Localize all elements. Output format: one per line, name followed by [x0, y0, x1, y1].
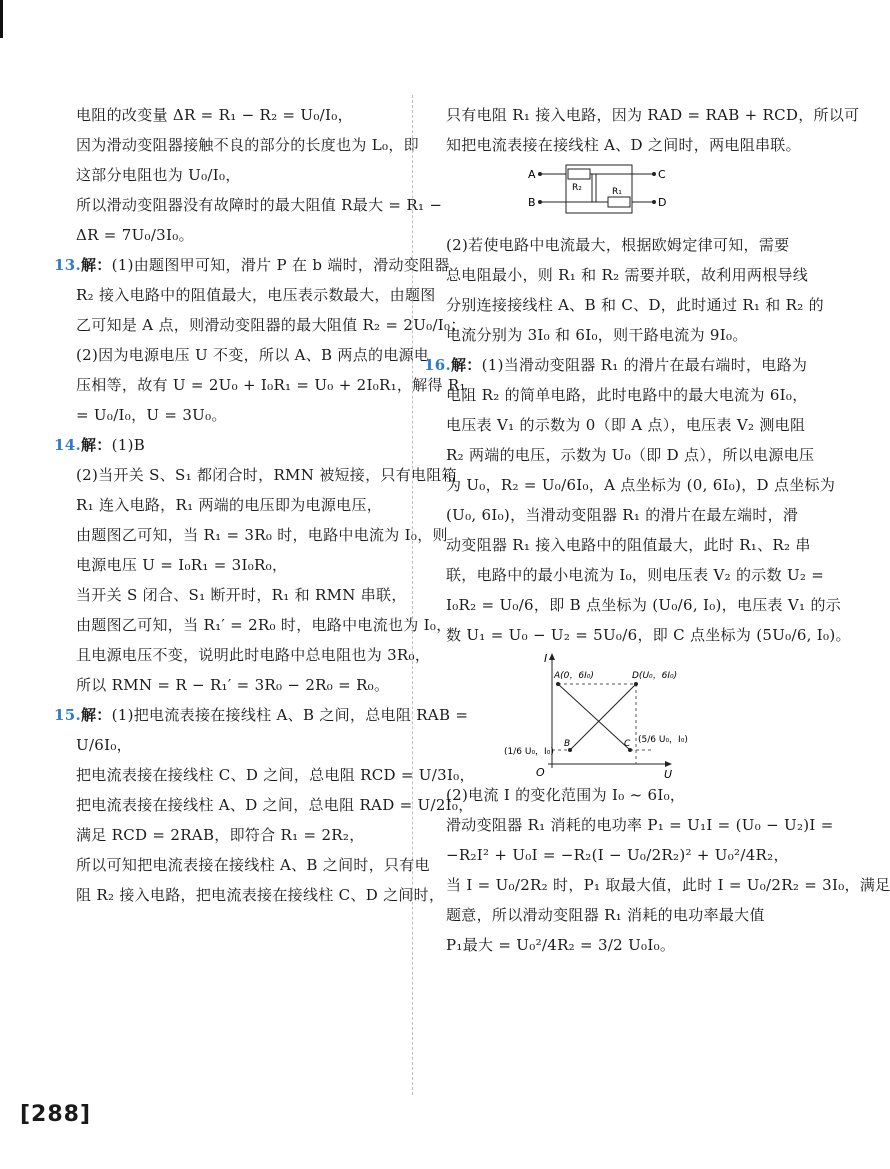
page-number: [288] [20, 1102, 92, 1127]
answer-heading-line [54, 250, 450, 280]
terminal-d: D [658, 196, 667, 209]
line-text: (2)电流 I 的变化范围为 I₀ ~ 6I₀， [446, 786, 686, 804]
line-text: 压相等，故有 U = 2U₀ + I₀R₁ = U₀ + 2I₀R₁，解得 R₁ [76, 376, 466, 394]
text-line [432, 440, 815, 470]
text-line [62, 760, 475, 790]
point-b-label: B [564, 739, 571, 749]
line-text: 把电流表接在接线柱 A、D 之间，总电阻 RAD = U/2I₀， [76, 796, 474, 814]
answer-number: 13. [54, 256, 81, 274]
point-d-label: D(U₀，6I₀) [632, 671, 678, 681]
line-text: I₀R₂ = U₀/6，即 B 点坐标为 (U₀/6, I₀)，电压表 V₁ 的示 [446, 596, 842, 614]
line-text: 为 U₀，R₂ = U₀/6I₀，A 点坐标为 (0, 6I₀)，D 点坐标为 [446, 476, 836, 494]
text-line [62, 190, 443, 220]
text-line [62, 550, 402, 580]
text-line [62, 280, 436, 310]
text-line [62, 340, 430, 370]
text-line [432, 900, 772, 930]
text-line [62, 520, 448, 550]
text-line [432, 590, 842, 620]
line-text: 所以 RMN = R − R₁′ = 3R₀ − 2R₀ = R₀。 [76, 676, 390, 694]
text-line [62, 820, 402, 850]
line-text: 满足 RCD = 2RAB，即符合 R₁ = 2R₂， [76, 826, 365, 844]
origin-label: O [536, 766, 545, 779]
text-line [62, 850, 430, 880]
line-text: 电阻 R₂ 的简单电路，此时电路中的最大电流为 6I₀， [446, 386, 808, 404]
line-text: (U₀, 6I₀)，当滑动变阻器 R₁ 的滑片在最左端时，滑 [446, 506, 799, 524]
line-text: 分别连接接线柱 A、B 和 C、D，此时通过 R₁ 和 R₂ 的 [446, 296, 824, 314]
y-axis-label: I [544, 652, 548, 665]
line-text: 只有电阻 R₁ 接入电路，因为 RAD = RAB + RCD，所以可 [446, 106, 860, 124]
text-line [62, 160, 402, 190]
text-line [432, 620, 851, 650]
b-coord-label: (1/6 U₀，I₀) [504, 747, 554, 757]
line-text: 数 U₁ = U₀ − U₂ = 5U₀/6，即 C 点坐标为 (5U₀/6, I₀)。 [446, 626, 851, 644]
text-line [432, 320, 772, 350]
text-line [432, 810, 834, 840]
line-text: 电源电压 U = I₀R₁ = 3I₀R₀， [76, 556, 288, 574]
text-line [62, 670, 402, 700]
line-text: R₂ 两端的电压，示数为 U₀（即 D 点），所以电源电压 [446, 446, 815, 464]
line-text: 滑动变阻器 R₁ 消耗的电功率 P₁ = U₁I = (U₀ − U₂)I = [446, 816, 834, 834]
line-text: R₂ 接入电路中的阻值最大，电压表示数最大，由题图 [76, 286, 436, 304]
text-line [432, 290, 824, 320]
answer-label: 解： [81, 436, 112, 454]
text-line [432, 780, 772, 810]
answer-number: 14. [54, 436, 81, 454]
text-line [62, 580, 407, 610]
line-text: 联，电路中的最小电流为 I₀，则电压表 V₂ 的示数 U₂ = [446, 566, 825, 584]
line-text: (1)把电流表接在接线柱 A、B 之间，总电阻 RAB = [111, 706, 469, 724]
line-text: 由题图乙可知，当 R₁′ = 2R₀ 时，电路中电流也为 I₀， [76, 616, 452, 634]
text-line [432, 930, 772, 960]
point-a [556, 682, 560, 686]
text-line [62, 370, 466, 400]
line-text: 乙可知是 A 点，则滑动变阻器的最大阻值 R₂ = 2U₀/I₀； [76, 316, 466, 334]
text-line [432, 530, 811, 560]
text-line [62, 730, 402, 760]
text-line [62, 790, 474, 820]
text-line [62, 640, 431, 670]
line-text: −R₂I² + U₀I = −R₂(I − U₀/2R₂)² + U₀²/4R₂， [446, 846, 789, 864]
line-text: R₁ 连入电路，R₁ 两端的电压即为电源电压， [76, 496, 383, 514]
circuit-diagram [432, 160, 772, 230]
line-text: 由题图乙可知，当 R₁ = 3R₀ 时，电路中电流为 I₀，则 [76, 526, 448, 544]
text-line [432, 840, 789, 870]
text-line [62, 460, 457, 490]
terminal-b: B [528, 196, 536, 209]
x-axis-label: U [664, 768, 673, 781]
line-text: 所以可知把电流表接在接线柱 A、B 之间时，只有电 [76, 856, 430, 874]
c-coord-label: (5/6 U₀，I₀) [638, 735, 688, 745]
terminal-a: A [528, 168, 536, 181]
text-line [432, 230, 790, 260]
line-text: 阻 R₂ 接入电路，把电流表接在接线柱 C、D 之间时， [76, 886, 445, 904]
answer-heading-line [54, 700, 469, 730]
text-line [432, 560, 825, 590]
line-text: (2)若使电路中电流最大，根据欧姆定律可知，需要 [446, 236, 790, 254]
terminal-c: C [658, 168, 666, 181]
line-text: 总电阻最小，则 R₁ 和 R₂ 需要并联，故利用两根导线 [446, 266, 809, 284]
text-line [62, 310, 466, 340]
line-text: 题意，所以滑动变阻器 R₁ 消耗的电功率最大值 [446, 906, 765, 924]
line-text: 动变阻器 R₁ 接入电路中的阻值最大，此时 R₁、R₂ 串 [446, 536, 811, 554]
answer-number: 15. [54, 706, 81, 724]
line-text: (1)B [111, 436, 146, 454]
iu-graph [432, 650, 772, 780]
line-text: ΔR = 7U₀/3I₀。 [76, 226, 194, 244]
line-text: 知把电流表接在接线柱 A、D 之间时，两电阻串联。 [446, 136, 801, 154]
answer-label: 解： [451, 356, 482, 374]
answer-heading-line [424, 350, 808, 380]
resistor-r1 [608, 197, 630, 207]
line-text: 当开关 S 闭合、S₁ 断开时，R₁ 和 RMN 串联， [76, 586, 407, 604]
line-text: (2)因为电源电压 U 不变，所以 A、B 两点的电源电 [76, 346, 430, 364]
text-line [432, 130, 801, 160]
text-line [432, 100, 860, 130]
text-line [62, 400, 402, 430]
text-line [432, 500, 799, 530]
text-line [432, 260, 809, 290]
line-text: P₁最大 = U₀²/4R₂ = 3/2 U₀I₀。 [446, 936, 676, 954]
text-line [432, 870, 890, 900]
line-text: = U₀/I₀，U = 3U₀。 [76, 406, 227, 424]
text-line [62, 220, 402, 250]
text-line [432, 410, 806, 440]
line-text: U/6I₀， [76, 736, 132, 754]
text-line [62, 490, 402, 520]
right-column [424, 100, 890, 960]
answer-number: 16. [424, 356, 451, 374]
corner-mark [0, 0, 3, 38]
label-r1: R₁ [612, 187, 622, 197]
line-text: 这部分电阻也为 U₀/I₀， [76, 166, 241, 184]
text-line [62, 100, 402, 130]
label-r2: R₂ [572, 183, 582, 193]
line-text: 电流分别为 3I₀ 和 6I₀，则干路电流为 9I₀。 [446, 326, 748, 344]
line-text: 把电流表接在接线柱 C、D 之间，总电阻 RCD = U/3I₀， [76, 766, 475, 784]
point-a-label: A(0，6I₀) [554, 671, 594, 681]
text-line [62, 880, 445, 910]
line-text: 当 I = U₀/2R₂ 时，P₁ 取最大值，此时 I = U₀/2R₂ = 3I₀，满足 [446, 876, 890, 894]
text-line [62, 610, 452, 640]
text-line [432, 380, 808, 410]
line-text: 所以滑动变阻器没有故障时的最大阻值 R最大 = R₁ − [76, 196, 443, 214]
line-text: 电阻的改变量 ΔR = R₁ − R₂ = U₀/I₀， [76, 106, 353, 124]
point-d [634, 682, 638, 686]
line-text: (1)当滑动变阻器 R₁ 的滑片在最右端时，电路为 [481, 356, 808, 374]
answer-heading-line [54, 430, 402, 460]
text-line [432, 470, 836, 500]
line-text: 因为滑动变阻器接触不良的部分的长度也为 L₀，即 [76, 136, 419, 154]
point-c-label: C [624, 739, 631, 749]
line-text: (1)由题图甲可知，滑片 P 在 b 端时，滑动变阻器 [111, 256, 450, 274]
column-divider [412, 95, 413, 1095]
line-text: 电压表 V₁ 的示数为 0（即 A 点），电压表 V₂ 测电阻 [446, 416, 806, 434]
line-text: 且电源电压不变，说明此时电路中总电阻也为 3R₀， [76, 646, 431, 664]
answer-label: 解： [81, 706, 112, 724]
resistor-r2 [568, 169, 590, 179]
answer-label: 解： [81, 256, 112, 274]
line-text: (2)当开关 S、S₁ 都闭合时，RMN 被短接，只有电阻箱 [76, 466, 457, 484]
text-line [62, 130, 419, 160]
